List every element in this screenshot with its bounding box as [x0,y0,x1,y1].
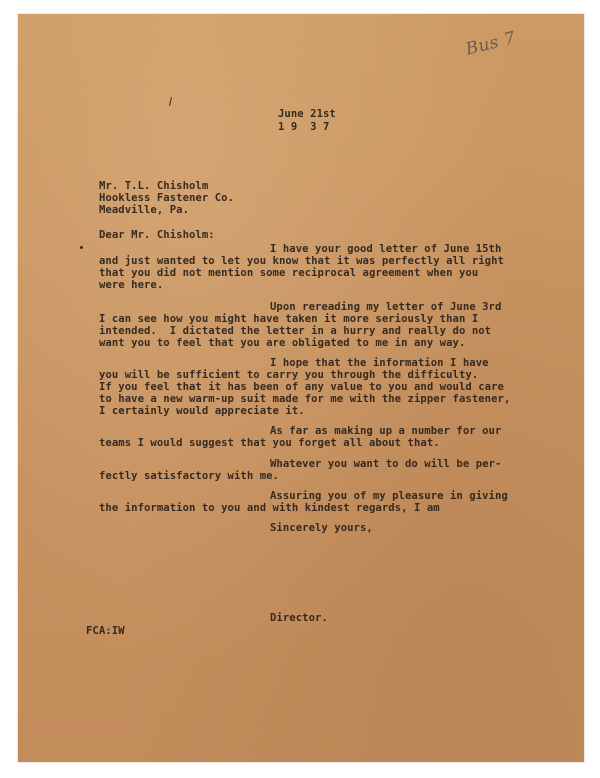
paragraph-6-line-1: Assuring you of my pleasure in giving [270,490,508,502]
recipient-company: Hookless Fastener Co. [99,192,234,204]
paragraph-2-line-2: I can see how you might have taken it more seriously than I [99,313,479,325]
paragraph-5-line-2: fectly satisfactory with me. [99,470,279,482]
paragraph-1-line-2: and just wanted to let you know that it was perfectly all right [99,255,504,267]
typist-initials: FCA:IW [86,625,125,637]
paragraph-4-line-1: As far as making up a number for our [270,425,502,437]
paragraph-2-line-4: want you to feel that you are obligated to me in any way. [99,337,466,349]
stray-dot [80,246,83,249]
signature-title: Director. [270,612,328,624]
paragraph-3-line-2: you will be sufficient to carry you through the difficulty. [99,369,479,381]
paragraph-2-line-1: Upon rereading my letter of June 3rd [270,301,502,313]
pencil-annotation: Bus 7 [463,27,518,60]
paragraph-1-line-1: I have your good letter of June 15th [270,243,502,255]
paragraph-3-line-3: If you feel that it has been of any value to you and would care [99,381,504,393]
salutation: Dear Mr. Chisholm: [99,229,215,241]
paragraph-1-line-3: that you did not mention some reciprocal agreement when you [99,267,479,279]
paragraph-6-line-2: the information to you and with kindest regards, I am [99,502,440,514]
paragraph-3-line-5: I certainly would appreciate it. [99,405,305,417]
recipient-name: Mr. T.L. Chisholm [99,180,209,192]
closing: Sincerely yours, [270,522,373,534]
paragraph-1-line-4: were here. [99,279,164,291]
paragraph-3-line-1: I hope that the information I have [270,357,489,369]
paragraph-5-line-1: Whatever you want to do will be per- [270,458,502,470]
recipient-city: Meadville, Pa. [99,204,189,216]
date-line-2: 1 9 3 7 [278,121,330,133]
date-line-1: June 21st [278,108,336,120]
paragraph-4-line-2: teams I would suggest that you forget all about that. [99,437,440,449]
paragraph-3-line-4: to have a new warm-up suit made for me with the zipper fastener, [99,393,511,405]
paragraph-2-line-3: intended. I dictated the letter in a hurry and really do not [99,325,492,337]
